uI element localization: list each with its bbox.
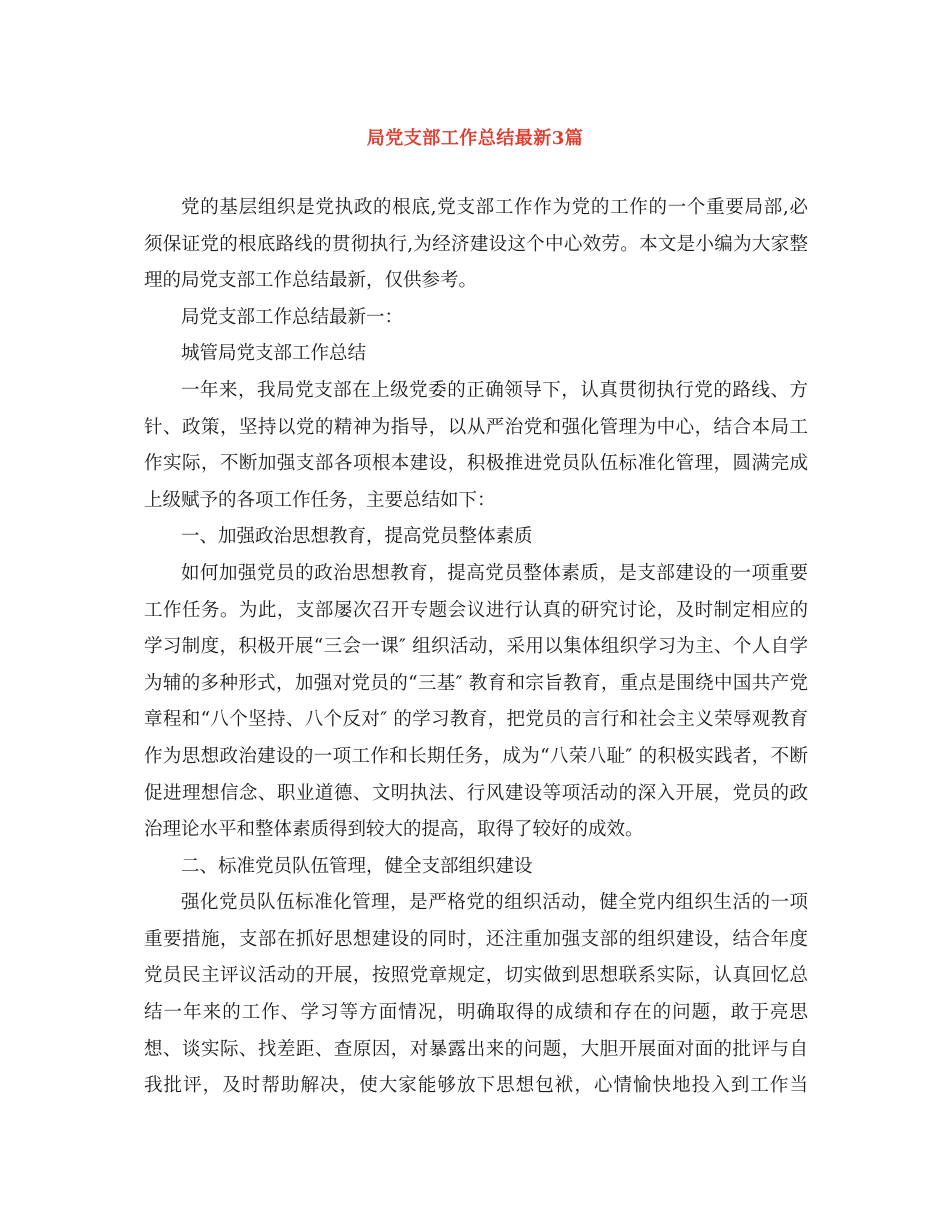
text-line: 党的基层组织是党执政的根底,党支部工作作为党的工作的一个重要局部,必 — [181, 197, 808, 218]
text-line: 一、加强政治思想教育，提高党员整体素质 — [181, 526, 533, 548]
text-line: 作实际，不断加强支部各项根本建设，积极推进党员队伍标准化管理，圆满完成 — [144, 453, 808, 475]
text-line: 须保证党的根底路线的贯彻执行,为经济建设这个中心效劳。本文是小编为大家整 — [144, 233, 808, 255]
text-line: 作为思想政治建设的一项工作和长期任务，成为“八荣八耻″ 的积极实践者，不断 — [144, 745, 808, 767]
text-line: 上级赋予的各项工作任务，主要总结如下： — [144, 489, 496, 511]
text-line: 想、谈实际、找差距、查原因，对暴露出来的问题，大胆开展面对面的批评与自 — [144, 1038, 808, 1060]
text-line: 章程和“八个坚持、八个反对″ 的学习教育，把党员的言行和社会主义荣辱观教育 — [144, 709, 808, 731]
text-line: 促进理想信念、职业道德、文明执法、行风建设等项活动的深入开展，党员的政 — [144, 782, 808, 804]
text-line: 我批评，及时帮助解决，使大家能够放下思想包袱，心情愉快地投入到工作当 — [144, 1075, 808, 1097]
text-line: 结一年来的工作、学习等方面情况，明确取得的成绩和存在的问题，敢于亮思 — [144, 1002, 808, 1024]
text-line: 强化党员队伍标准化管理，是严格党的组织活动，健全党内组织生活的一项 — [181, 892, 808, 914]
text-line: 治理论水平和整体素质得到较大的提高，取得了较好的成效。 — [144, 819, 644, 841]
text-line: 一年来，我局党支部在上级党委的正确领导下，认真贯彻执行党的路线、方 — [181, 379, 808, 401]
text-line: 工作任务。为此，支部屡次召开专题会议进行认真的研究讨论，及时制定相应的 — [144, 599, 808, 621]
text-line: 重要措施，支部在抓好思想建设的同时，还注重加强支部的组织建设，结合年度 — [144, 928, 808, 950]
text-line: 针、政策，坚持以党的精神为指导，以从严治党和强化管理为中心，结合本局工 — [144, 416, 808, 438]
text-line: 城管局党支部工作总结 — [181, 343, 367, 365]
text-line: 二、标准党员队伍管理，健全支部组织建设 — [181, 855, 533, 877]
document-title: 局党支部工作总结最新3篇 — [366, 128, 584, 149]
document-body — [144, 190, 808, 1105]
text-line: 理的局党支部工作总结最新，仅供参考。 — [144, 270, 478, 292]
text-line: 党员民主评议活动的开展，按照党章规定，切实做到思想联系实际，认真回忆总 — [144, 965, 808, 987]
text-line: 为辅的多种形式，加强对党员的“三基″ 教育和宗旨教育，重点是围绕中国共产党 — [144, 672, 808, 694]
text-line: 学习制度，积极开展“三会一课″ 组织活动，采用以集体组织学习为主、个人自学 — [144, 636, 808, 658]
text-line: 局党支部工作总结最新一： — [181, 306, 404, 328]
text-line: 如何加强党员的政治思想教育，提高党员整体素质，是支部建设的一项重要 — [181, 562, 808, 584]
